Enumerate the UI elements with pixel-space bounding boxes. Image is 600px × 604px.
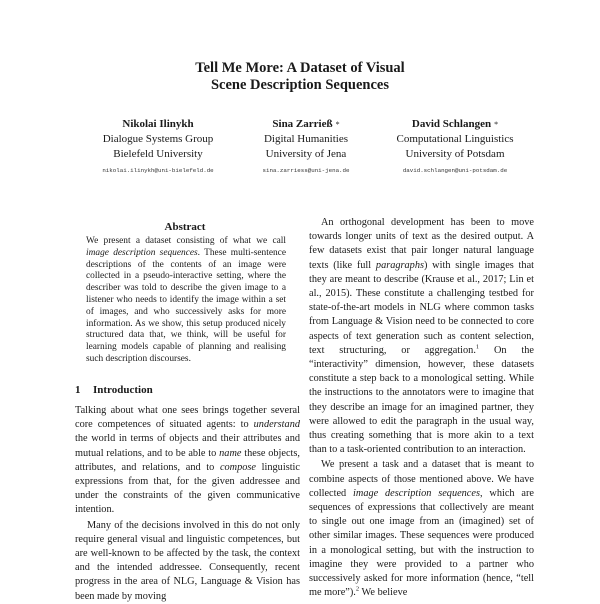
footnote-ref-2[interactable]: 2	[355, 585, 360, 593]
intro-paragraph-2: Many of the decisions involved in this do not only require general visual and linguistic competences, but are well-known to be affected by the task, the context and the intended addressee. Consequently, recent progress in the area of NLG, Language & Vision has been made by moving	[75, 519, 300, 602]
author-email[interactable]: nikolai.ilinykh@uni-bielefeld.de	[102, 167, 214, 174]
right-paragraph-1: An orthogonal development has been to move towards longer units of text as the desired output. A few datasets exist that pair longer natural language texts (like full paragraphs) with single images that they are meant to describe (Krause et al., 2017; Lin et al., 2015). These constitute a challenging testbed for state-of-the-art models in NLG where common tasks from Language & Vision need to be connected to core aspects of text generation such as content selection, text structuring, or aggregation.$^1$ On the “interactivity” dimension, however, these datasets constitute a step back to a monological setting. While the instructions to the annotators were to imagine that they describe an image for an imagined partner, they were allowed to edit the paragraph in the usual way, thus creating something that is more akin to a text than to a task-oriented contribution to an interaction.	[309, 217, 534, 456]
title-line-1: Tell Me More: A Dataset of Visual	[195, 60, 405, 76]
author-footnote-mark: *	[335, 120, 340, 129]
author-block-1	[68, 117, 248, 175]
author-footnote-mark: *	[494, 120, 499, 129]
author-name: Sina Zarrieß *	[272, 118, 340, 130]
author-affiliation-university: Bielefeld University	[113, 148, 203, 160]
paper-title	[0, 60, 600, 94]
right-paragraph-2: We present a task and a dataset that is meant to combine aspects of those mentioned above. We have collected image description sequences, which are sequences of expressions that collectively are meant to single out one image from an (imagined) set of other similar images. These sequences were produced in a monological setting, but with the instruction to imagine they were provided to a partner who successively asked for more information (hence, “tell me more”).$^2$ We believe	[309, 459, 534, 599]
author-affiliation-university: University of Jena	[265, 148, 347, 160]
author-affiliation-university: University of Potsdam	[405, 148, 505, 160]
intro-paragraph-1: Talking about what one sees brings together several core competences of situated agents: to understand the world in terms of objects and their attributes and mutual relations, and to be able to name these objects, attributes, and relations, and to compose linguistic expressions from that, for the given addressee and under the constraints of the given communicative intention.	[75, 405, 300, 516]
author-name: David Schlangen *	[411, 118, 499, 130]
right-column-body	[309, 216, 534, 600]
title-line-2: Scene Description Sequences	[210, 77, 389, 93]
section-number: 1	[75, 384, 81, 396]
section-title: Introduction	[93, 384, 153, 396]
author-affiliation-group: Dialogue Systems Group	[102, 133, 214, 145]
author-block-3	[360, 117, 550, 175]
author-affiliation-group: Computational Linguistics	[396, 133, 514, 145]
author-block-2	[236, 117, 376, 175]
author-affiliation-group: Digital Humanities	[263, 133, 348, 145]
author-name: Nikolai Ilinykh	[122, 118, 194, 130]
footnote-ref-1[interactable]: 1	[475, 343, 480, 351]
abstract-body: We present a dataset consisting of what we call image description sequences. These multi-sentence descriptions of the contents of an image were collected in a pseudo-interactive setting, where the describer was told to describe the given image to a listener who needs to identify the image within a set of images, and who successively asks for more information. As we show, this setup produced nicely structured data that, we think, will be useful for learning models capable of planning and realising such description discourses.	[86, 236, 286, 364]
left-column-body	[75, 404, 300, 604]
author-email[interactable]: sina.zarriess@uni-jena.de	[262, 167, 350, 174]
abstract-heading: Abstract	[164, 221, 206, 233]
section-heading	[75, 384, 300, 396]
author-email[interactable]: david.schlangen@uni-potsdam.de	[402, 167, 508, 174]
